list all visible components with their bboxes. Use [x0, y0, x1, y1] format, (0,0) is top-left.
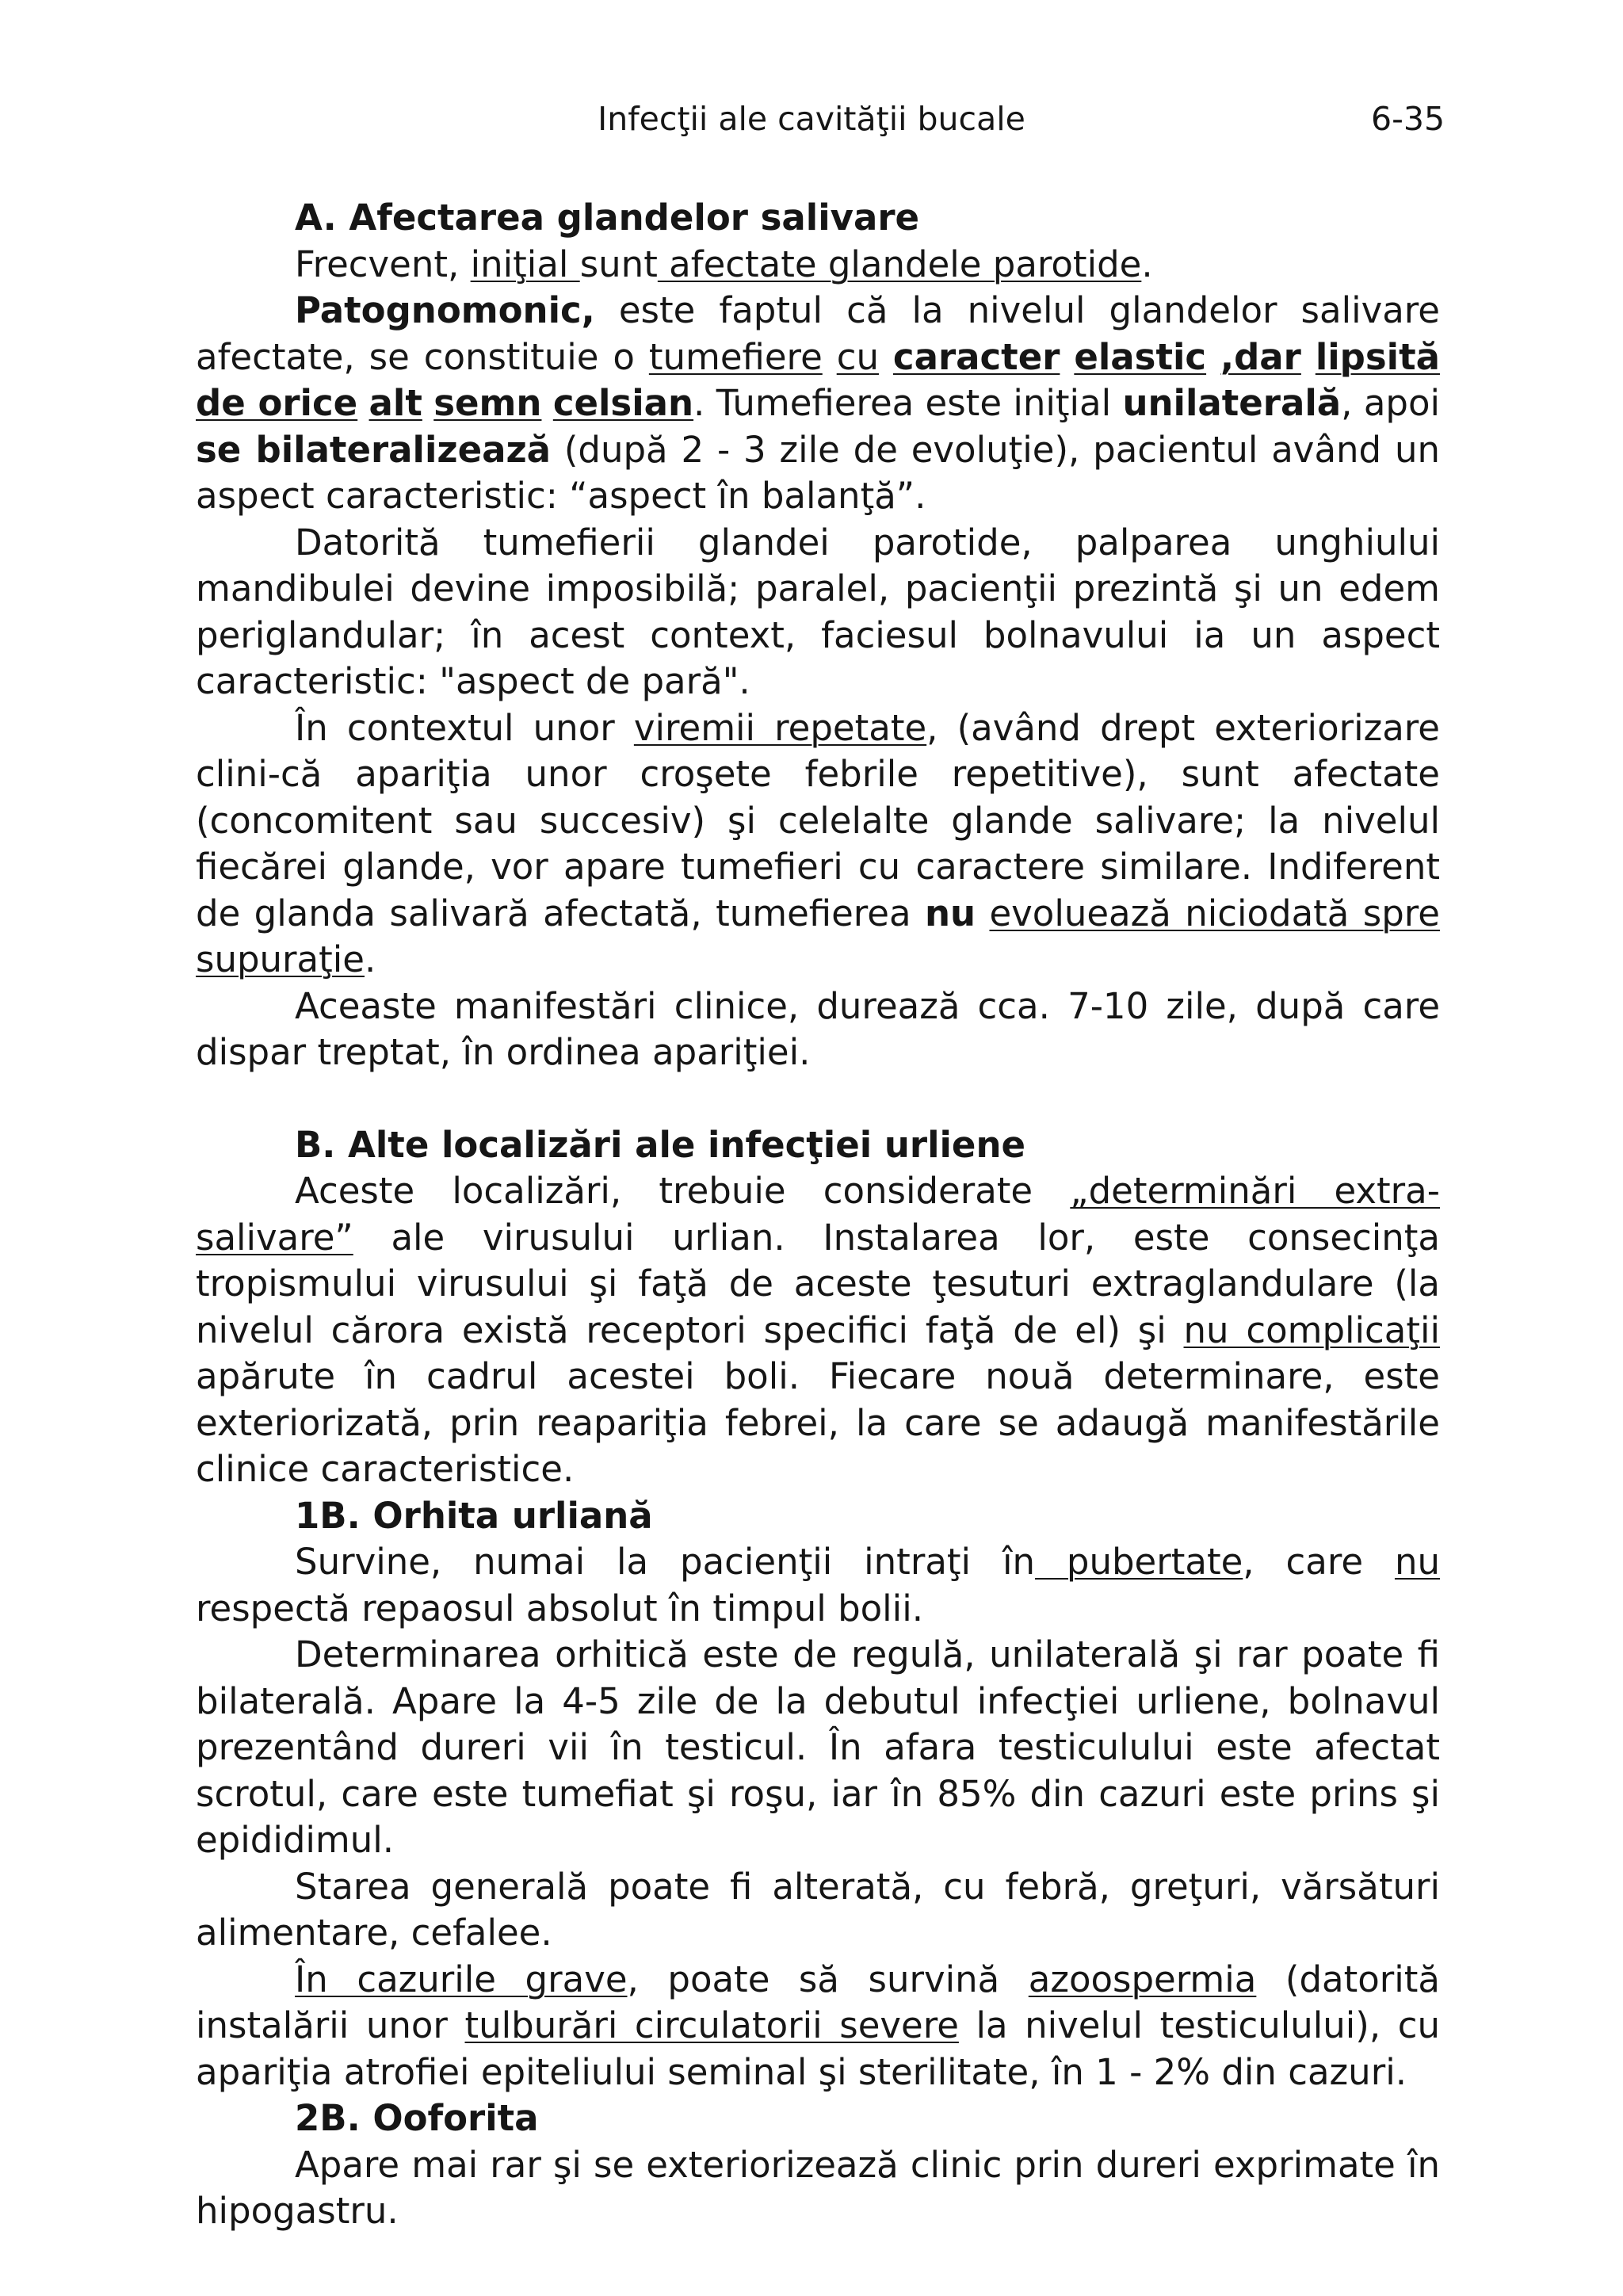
paragraph-a3: Datorită tumefierii glandei parotide, palparea unghiului mandibulei devine imposibilă; paralel, pacienţii prezintă şi un edem periglandular; în acest context, faciesul bolnavului ia un aspect caracteristic: "aspect de pară".	[196, 521, 1440, 702]
paragraph-a2: Patognomonic, este faptul că la nivelul glandelor salivare afectate, se constituie o tumefiere cu caracter elastic ,dar lipsită de orice alt semn celsian. Tumefierea este iniţial unilaterală, apoi se bilateralizează (după 2 - 3 zile de evoluţie), pacientul având un aspect caracteristic: “aspect în balanţă”.	[196, 289, 1440, 517]
running-header	[0, 97, 1623, 141]
paragraph-1b-3: Starea generală poate fi alterată, cu febră, greţuri, vărsături alimentare, cefalee.	[196, 1865, 1440, 1954]
section-heading-a: A. Afectarea glandelor salivare	[295, 197, 920, 239]
paragraph-1b-4: În cazurile grave, poate să survină azoospermia (datorită instalării unor tulburări circulatorii severe la nivelul testiculului), cu apariţia atrofiei epiteliului seminal şi sterilitate, în 1 - 2% din cazuri.	[196, 1958, 1440, 2093]
paragraph-1b-2: Determinarea orhitică este de regulă, unilaterală şi rar poate fi bilaterală. Apare la 4-5 zile de la debutul infecţiei urliene, bolnavul prezentând dureri vii în testicul. În afara testiculului este afectat scrotul, care este tumefiat şi roşu, iar în 85% din cazuri este prins şi epididimul.	[196, 1633, 1440, 1861]
paragraph-2b-1: Apare mai rar şi se exteriorizează clinic prin dureri exprimate în hipogastru.	[196, 2143, 1440, 2232]
section-heading-1b: 1B. Orhita urliană	[295, 1494, 653, 1537]
paragraph-a4: În contextul unor viremii repetate, (având drept exteriorizare clini-că apariţia unor croşete febrile repetitive), sunt afectate (concomitent sau succesiv) şi celelalte glande salivare; la nivelul fiecărei glande, vor apare tumefieri cu caractere similare. Indiferent de glanda salivară afectată, tumefierea nu evoluează niciodată spre supuraţie.	[196, 706, 1440, 980]
paragraph-1b-1: Survine, numai la pacienţii intraţi în pubertate, care nu respectă repaosul absolut în timpul bolii.	[196, 1541, 1440, 1629]
page-number: 6-35	[1371, 100, 1445, 138]
paragraph-b1: Aceste localizări, trebuie considerate „determinări extra-salivare” ale virusului urlian. Instalarea lor, este consecinţa tropismului virusului şi faţă de aceste ţesuturi extraglandulare (la nivelul cărora există receptori specifici faţă de el) şi nu complicaţii apărute în cadrul acestei boli. Fiecare nouă determinare, este exteriorizată, prin reapariţia febrei, la care se adaugă manifestările clinice caracteristice.	[196, 1170, 1440, 1490]
section-heading-2b: 2B. Ooforita	[295, 2097, 539, 2139]
running-title: Infecţii ale cavităţii bucale	[598, 100, 1025, 138]
paragraph-a5: Aceaste manifestări clinice, durează cca. 7-10 zile, după care dispar treptat, în ordinea apariţiei.	[196, 984, 1440, 1073]
paragraph-a1: Frecvent, iniţial sunt afectate glandele parotide.	[295, 243, 1153, 285]
page-content	[196, 195, 1440, 2235]
section-heading-b: B. Alte localizări ale infecţiei urliene	[295, 1123, 1025, 1166]
